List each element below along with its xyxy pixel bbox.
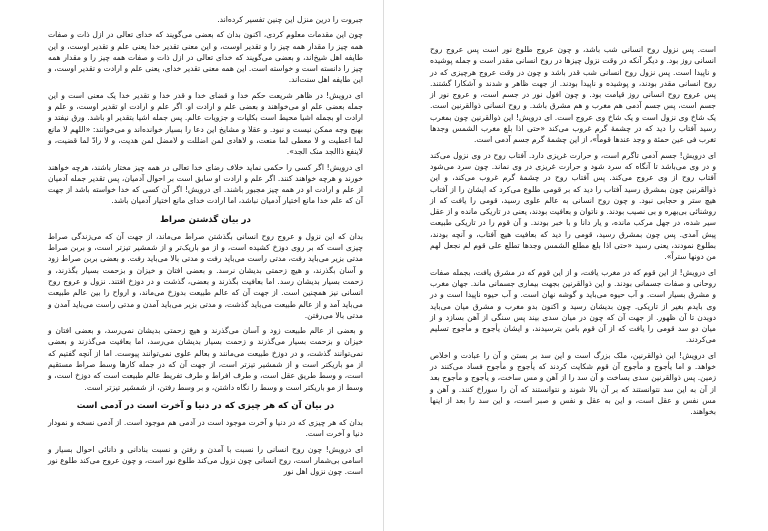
paragraph: است. پس نزول روح انسانی شب باشد، و چون عروج طلوع نور است پس عروج روح انسانی روز بود. و دیگر آنکه در وقت نزول چیزها در روح انسانی مقدر است و جمله پوشیده و ناپیدا است. پس نزول روح انسانی شب قدر باشد و چون در وقت عروج هرچیزی که در روح انسانی مقدر بودند، و پوشیده و ناپیدا بودند. از جهت ظاهر و شدند و آشکارا گشتند. پس عروج روح انسانی روز قیامت بود. و چون افول نور در جسم است، و عروج نور از جسم است، پس جسم آدمی هم مغرب و هم مشرق باشد. و روح انسانی ذوالقرنین است. یک شاخ وی نزول است و یک شاخ وی عروج است. ای درویش! این ذوالقرنین چون بمغرب رسید آفتاب را دید که در چشمهٔ گرم غروب می‌کند «حتی اذا بلغ مغرب الشمس وجدها تغرب فی عین حمئة و وجد عندها قوماً»، از این چشمهٔ گرم جسم آدمی است.	[430, 45, 716, 145]
paragraph: بدان که هر چیزی که در دنیا و آخرت موجود است در آدمی هم موجود است. از آدمی نسخه و نمودار دنیا و آخرت است.	[48, 417, 363, 439]
paragraph: ای درویش! این ذوالقرنین، ملک بزرگ است و این سد بر بستن و آن را عبادت و اخلاص خواهد. و اما یأجوج و مأجوج آن قوم شکایت کردند که یأجوج و مأجوج فساد می‌کنند در زمین. پس ذوالقرنین سدی بساخت و آن سد را از آهن و مس ساخت، و یأجوج و مأجوج بعد از آن به این سد نتوانستند که بر آن بالا شوند و نتوانستند که آن را سوراخ کنند. و آهن و مس نفس و عقل است، و این به عقل و نفس و صبر است، و این سد را بعد از اینها بخواهند.	[430, 350, 716, 417]
paragraph: ای درویش! در ظاهر شریعت حکم خدا و قضای خدا و قدر خدا و تقدیر خدا یک معنی است و این جمله بعضی علم او می‌خواهند و بعضی علم و ارادت او. اگر علم و ارادت او تقدیر اوست، و علم و ارادت او بجمله اشیا محیط است بکلیات و جزویات عالم. پس جمله اشیا بتقدیر او باشد. ورق نیفتد و بهیج وجه ممکن نیست و نبود. و عقلا و مشایخ این دعا را بسیار خوانده‌اند و می‌خوانند: «اللهم لا مانع لما اعطیت و لا معطی لما منعت، و لاهادی لمن اضللت و لامضل لمن هدیت، و لا رادّ لما قضیت، و لاینفع ذاالجد منک الجد».	[48, 90, 363, 157]
right-page	[384, 0, 768, 531]
paragraph: جبروت را درین منزل این چنین تفسیر کرده‌اند.	[217, 15, 363, 24]
paragraph: بدان که این نزول و عروج روح انسانی بگذشتن صراط می‌ماند، از جهت آن که می‌زندگی صراط چیزی است که بر روی دوزخ کشیده است، و از مو باریک‌تر و از شمشیر تیزتر است، و بربن صراط مدتی بزیر می‌باید رفت، مدتی راست می‌باید رفت و مدتی بالا می‌باید رفت. و بعضی بربن صراط زود و آسان بگذرند، و هیچ زحمتی بدیشان نرسد. و بعضی افتان و خیزان و بزحمت بسیار بگذرند، و زحمت بسیار بدیشان رسد. اما بعافیت بگذرند و بعضی، گذشت و در دوزخ افتند. نزول و عروج روح انسانی نیز همچنین است. از جهت آن که عالم طبیعت بدوزخ می‌ماند، و ارواح را بین عالم طبیعت می‌باید آمد و از عالم طبیعت می‌باید گذشت، و مدتی بزیر می‌باید آمدن و مدتی راست می‌باید آمدن و مدتی بالا می‌رفتن.	[48, 231, 363, 320]
section-heading: در بیان آن که هر چیزی که در دنیا و آخرت است در آدمی است	[76, 400, 335, 411]
paragraph: ای درویش! جسم آدمی تاگرم است، و حرارت غریزی دارد. آفتاب روح در وی نزول می‌کند و در وی می‌باشد تا آنگاه که سرد شود و حرارت غریزی در وی نماند. چون سرد می‌شود آفتاب روح از وی عروج می‌کند. پس آفتاب روح در چشمهٔ گرم غروب می‌کند، و این ذوالقرنین چون بمشرق رسید آفتاب را دید که بر قومی طلوع می‌کرد که ایشان را از آفتاب هیچ ستر و حجابی نبود. و چون روح انسانی به عالم علوی رسید، قومی را یافت که از روشنائی بی‌بهره و بی نصیب بودند. و ناتوان و بعافیت بودند، یعنی در تاریکی مانده و از عقل سیر شده، در جهل مرکب مانده، و یار دانا و با خبر بودند. و آن قوم را در تاریکی طبیعت پیش آمدی. پس چون بمشرق رسید، قومی را دید که بعافیت هیچ آفتاب، و آنچه بودند، بطلوع نمودند، یعنی رسید «حتی اذا بلغ مطلع الشمس وجدها تطلع علی قوم لم نجعل لهم من دونها ستراً».	[430, 150, 716, 262]
section-heading: در بیان گذشتن صراط	[160, 214, 251, 225]
paragraph: ای درویش! چون روح انسانی را نسبت با آمدن و رفتن و نسبت بنادانی و دانائی احوال بسیار و اسامی بی‌شمار است، روح انسانی چون نزول می‌کند طلوع نور است، و چون عروج می‌کند طلوع نور است. چون نزول اهل نور	[48, 444, 363, 477]
paragraph: چون این مقدمات معلوم کردی، اکنون بدان که بعضی می‌گویند که خدای تعالی در ازل ذات و صفات همه چیز را مقدار همه چیز را و تقدیر اوست، و این معنی تقدیر خدا یعنی علم و تقدیر اوست، و این طایفه اهل شیخ‌اند، و بعضی می‌گویند که خدای تعالی در ازل ذات و صفات همه چیز را و مقدار همه چیز را دانسته است و خواسته است. این همه معنی تقدیر خدای، یعنی علم و ارادت و تقدیر اوست، و این طایفه اهل سنت‌اند.	[48, 30, 363, 85]
right-page-text	[430, 44, 716, 418]
paragraph: ای درویش! اگر کسی را حکمی نماید خلاف رضای خدا تعالی در همه چیز مختار باشند، هرچه خواهند خورند و هرچه خواهند کنند. اگر علم و ارادت او سابق است بر احوال آدمیان، پس تقدیر جمله آدمیان از علم و ارادت او در همه چیز مجبور باشند. ای درویش! اگر آن کسی که خدا خواسته باشد از جهت آن که علم خدا مانع اختیار آدمیان نباشد، اما ارادت خدای مانع اختیار آدمیان باشد.	[48, 162, 363, 206]
paragraph: و بعضی از عالم طبیعت زود و آسان می‌گذرند و هیچ زحمتی بدیشان نمی‌رسد، و بعضی افتان و خیزان و بزحمت بسیار می‌گذرند و زحمت بسیار بدیشان می‌رسد، اما بعافیت می‌گذرند و بعضی نمی‌توانند گذشت، و در دوزخ طبیعت می‌مانند و بعالم علوی نمی‌توانند پیوست. اما از آنچه گفتیم که از مو باریکتر است و از شمشیر تیزتر است، از جهت آن که در جمله کارها وسط صراط مستقیم است، و وسط طریق عقل است، و طرف افراط و طرف تفریط عالم طبیعت است که دوزخ است، و وسط از مو باریکتر است و وسط را نگاه داشتن، و بر وسط رفتن، از شمشیر تیزتر است.	[48, 326, 363, 392]
paragraph: ای درویش! از این قوم که در مغرب یافت، و از این قوم که در مشرق یافت، بجمله صفات روحانی و صفات جسمانی بودند. و این ذوالقرنین بجهت بیماری جسمانی ماند. جهان مغرب و مشرق بسیار است. و آب حیوه می‌باید و گوشه نهان است. و آب حیوه ناپیدا است و در وی بایدم بغیر از تاریکی. چون بدیشان رسید و اکنون بدو مغرب و مشرق میان می‌باید دویدن تا آن ظهور. از جهت آن که چون در میان سدی بیند پس سنگی از آهن بسازد و از میان دو سد قومی را یافت که از آن قوم بامن بترسیدند، و ایشان یأجوج و مأجوج تسلیم می‌کردند.	[430, 267, 716, 345]
left-page-text	[48, 14, 363, 477]
